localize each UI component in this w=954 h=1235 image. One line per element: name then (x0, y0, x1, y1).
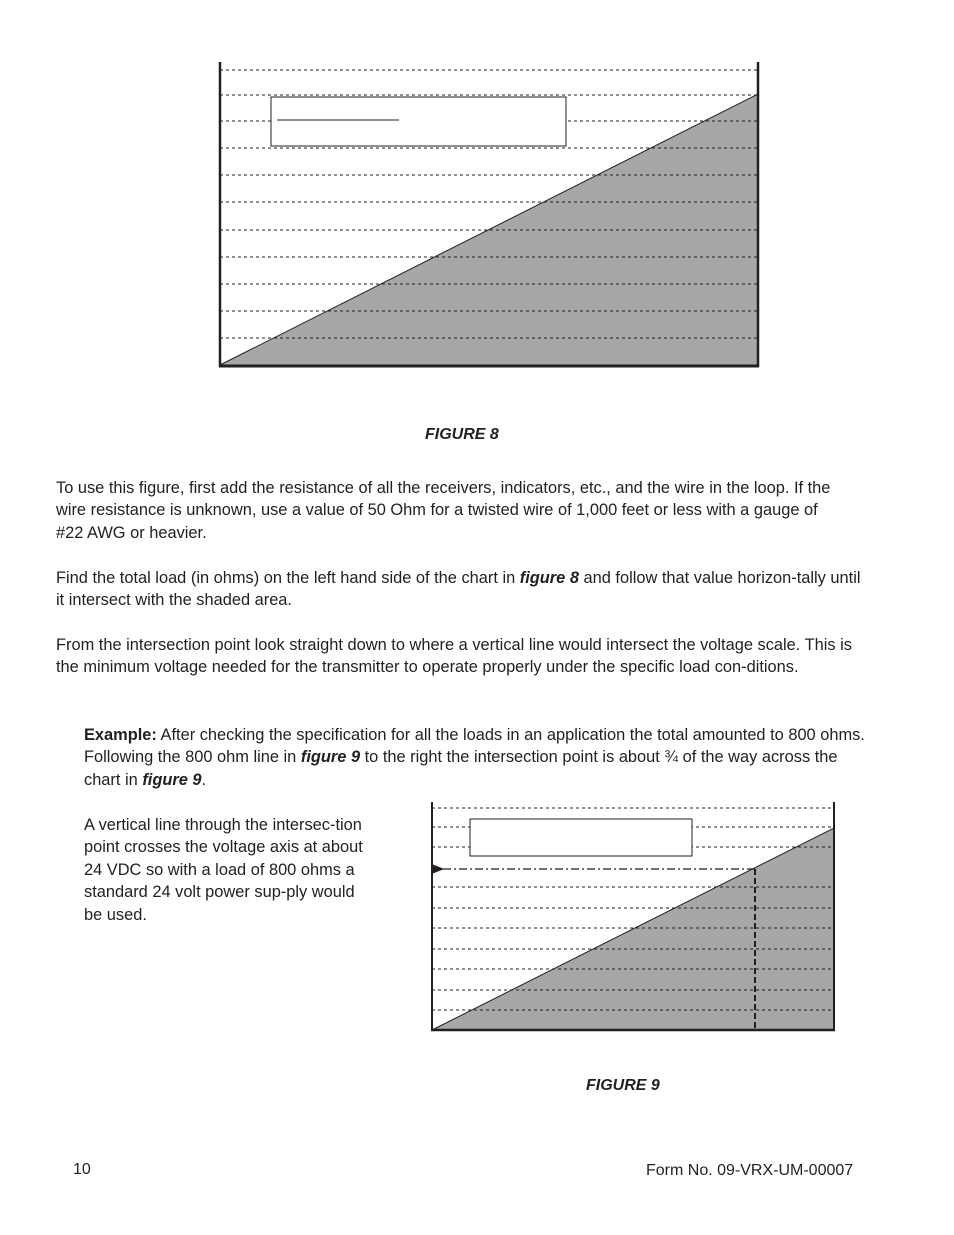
example-text-c: . (201, 770, 207, 789)
example-label: Example: (84, 726, 157, 744)
figure-8-chart (217, 62, 763, 370)
paragraph-2 (56, 567, 864, 612)
figure-9-shaded-area (432, 828, 834, 1030)
example-paragraph (84, 724, 866, 791)
form-number: Form No. 09-VRX-UM-00007 (646, 1162, 854, 1179)
figure-9-legend-box (470, 819, 692, 856)
example-text-a: After checking the specification for all the loads in an application the total amounted to 800 ohms. Following the 800 ohm line in (84, 726, 865, 767)
figure-9-caption: FIGURE 9 (586, 1077, 660, 1094)
figure-8-legend-box (271, 97, 566, 146)
paragraph-3: From the intersection point look straight down to where a vertical line would intersect the voltage scale. This is the minimum voltage needed for the transmitter to operate properly under the specific load con-ditions. (56, 636, 852, 677)
paragraph-2-text-b: and follow that value horizon-tally until it intersect with the shaded area. (56, 569, 861, 610)
paragraph-2-figure-ref: figure 8 (519, 569, 579, 587)
example-figure-ref-2: figure 9 (142, 770, 202, 789)
paragraph-2-text-a: Find the total load (in ohms) on the left hand side of the chart in (56, 569, 520, 587)
page-number: 10 (73, 1161, 91, 1178)
paragraph-1: To use this figure, first add the resistance of all the receivers, indicators, etc., and the wire in the loop. If the wire resistance is unknown, use a value of 50 Ohm for a twisted wire of 1,000 feet or less with a gauge of #22 AWG or heavier. (56, 479, 831, 542)
figure-8-caption: FIGURE 8 (425, 426, 499, 443)
figure-9-chart (429, 802, 839, 1034)
example-text-b: to the right the intersection point is about ¾ of the way across the chart in (84, 748, 838, 789)
side-note: A vertical line through the intersec-tion point crosses the voltage axis at about 24 VDC so with a load of 800 ohms a standard 24 volt power sup-ply would be used. (84, 816, 363, 924)
example-figure-ref-1: figure 9 (300, 748, 361, 767)
